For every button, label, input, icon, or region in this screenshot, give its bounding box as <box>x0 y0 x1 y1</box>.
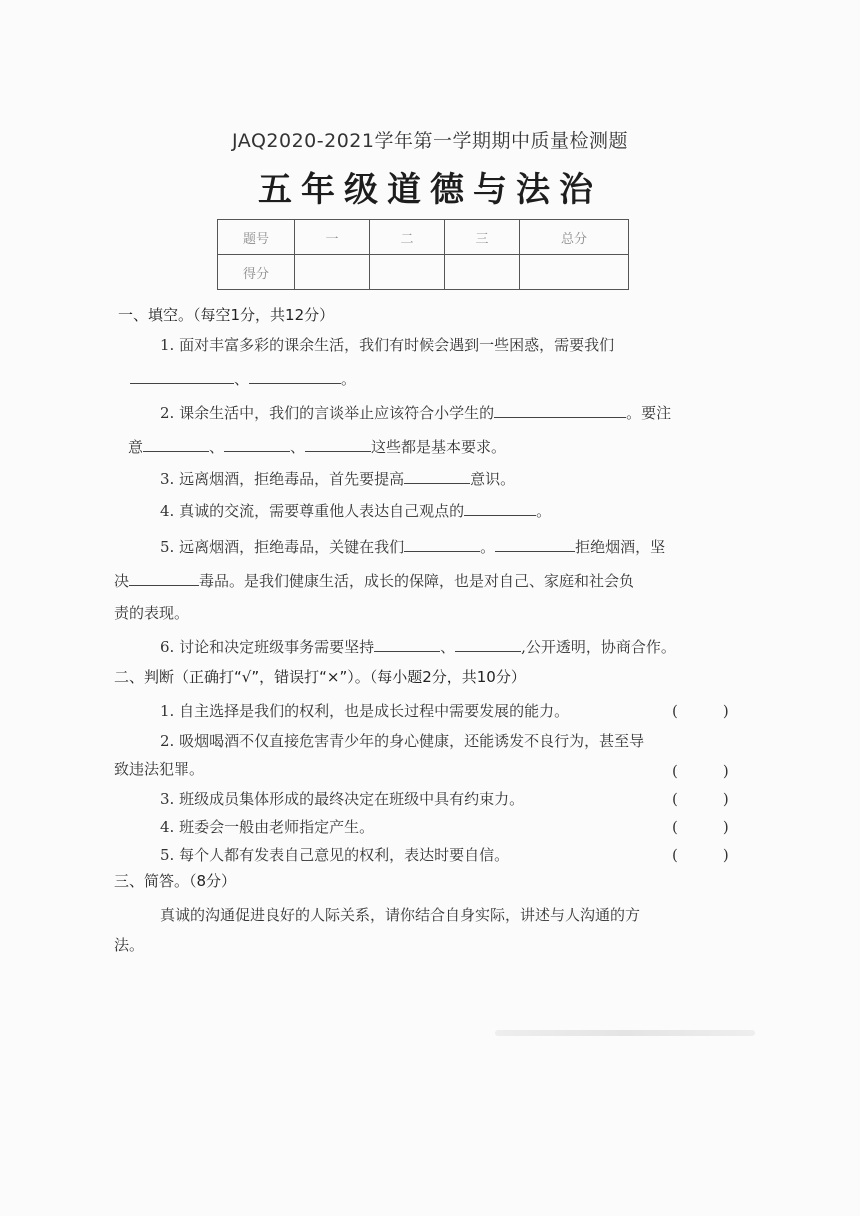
score-table-header-row <box>218 220 629 255</box>
q3-end: 意识。 <box>470 470 516 488</box>
q2b-sep1: 、 <box>209 438 225 456</box>
q5-line-a <box>160 536 665 557</box>
judge-q5: 5. 每个人都有发表自己意见的权利，表达时要自信。 <box>160 846 510 864</box>
q2b-start: 意 <box>128 438 144 456</box>
answer-blank[interactable] <box>464 501 536 516</box>
short-answer-line-b: 法。 <box>114 936 145 954</box>
judge-q3: 3. 班级成员集体形成的最终决定在班级中具有约束力。 <box>160 790 525 808</box>
answer-blank[interactable] <box>305 437 371 452</box>
answer-blank[interactable] <box>129 571 199 586</box>
q4-line <box>160 500 551 521</box>
q2-text-start: 2. 课余生活中，我们的言谈举止应该符合小学生的 <box>160 404 495 422</box>
judge-q1: 1. 自主选择是我们的权利，也是成长过程中需要发展的能力。 <box>160 702 570 720</box>
section2-heading: 二、判断（正确打“√”，错误打“×”）。（每小题2分，共10分） <box>114 668 526 686</box>
score-cell: 三 <box>445 220 520 255</box>
score-cell: 题号 <box>218 220 295 255</box>
q2-line-a <box>160 402 671 423</box>
q1-end: 。 <box>341 370 357 388</box>
q2b-end: 这些都是基本要求。 <box>371 438 507 456</box>
answer-blank[interactable] <box>455 637 521 652</box>
judge-q2-line-b: 致违法犯罪。 <box>114 760 205 778</box>
answer-blank[interactable] <box>374 637 440 652</box>
q3-line <box>160 468 515 489</box>
score-table-score-row <box>218 255 629 290</box>
answer-blank[interactable] <box>495 537 575 552</box>
q4-end: 。 <box>536 502 552 520</box>
judge-answer-paren[interactable]: ( ) <box>672 702 729 720</box>
score-input-cell[interactable] <box>445 255 520 290</box>
q6-sep: 、 <box>440 638 456 656</box>
judge-answer-paren[interactable]: ( ) <box>672 818 729 836</box>
score-cell: 得分 <box>218 255 295 290</box>
answer-blank[interactable] <box>404 469 470 484</box>
answer-blank[interactable] <box>404 537 480 552</box>
q5-start: 5. 远离烟酒，拒绝毒品，关键在我们 <box>160 538 405 556</box>
score-input-cell[interactable] <box>520 255 629 290</box>
judge-answer-paren[interactable]: ( ) <box>672 762 729 780</box>
q5-line-c: 责的表现。 <box>114 604 190 622</box>
q1-line-b <box>130 368 356 389</box>
q2b-sep2: 、 <box>290 438 306 456</box>
answer-blank[interactable] <box>130 369 234 384</box>
score-input-cell[interactable] <box>370 255 445 290</box>
q5b-end: 毒品。是我们健康生活，成长的保障，也是对自己、家庭和社会负 <box>199 572 635 590</box>
judge-q2-line-a: 2. 吸烟喝酒不仅直接危害青少年的身心健康，还能诱发不良行为，甚至导 <box>160 732 645 750</box>
q6-end: ,公开透明，协商合作。 <box>521 638 676 656</box>
judge-q4: 4. 班委会一般由老师指定产生。 <box>160 818 375 836</box>
answer-blank[interactable] <box>224 437 290 452</box>
q5-end: 拒绝烟酒，坚 <box>575 538 666 556</box>
section1-heading: 一、填空。（每空1分，共12分） <box>118 306 335 324</box>
judge-answer-paren[interactable]: ( ) <box>672 790 729 808</box>
short-answer-line-a: 真诚的沟通促进良好的人际关系，请你结合自身实际，讲述与人沟通的方 <box>160 906 641 924</box>
score-cell: 总分 <box>520 220 629 255</box>
q2-text-end: 。要注 <box>626 404 672 422</box>
q5b-start: 决 <box>114 572 130 590</box>
score-cell: 二 <box>370 220 445 255</box>
score-cell: 一 <box>295 220 370 255</box>
score-input-cell[interactable] <box>295 255 370 290</box>
score-table <box>217 219 629 290</box>
section3-heading: 三、简答。（8分） <box>114 872 237 890</box>
q1-line-a: 1. 面对丰富多彩的课余生活，我们有时候会遇到一些困惑，需要我们 <box>160 336 615 354</box>
answer-blank[interactable] <box>143 437 209 452</box>
q4-start: 4. 真诚的交流，需要尊重他人表达自己观点的 <box>160 502 465 520</box>
q2-line-b <box>128 436 506 457</box>
exam-title: 五年级道德与法治 <box>258 170 602 210</box>
q6-line <box>160 636 676 657</box>
q3-start: 3. 远离烟酒，拒绝毒品，首先要提高 <box>160 470 405 488</box>
scan-smudge <box>495 1030 755 1036</box>
exam-subtitle: JAQ2020-2021学年第一学期期中质量检测题 <box>232 130 628 152</box>
q1-sep: 、 <box>234 370 250 388</box>
q5-mid: 。 <box>480 538 496 556</box>
judge-answer-paren[interactable]: ( ) <box>672 846 729 864</box>
q6-start: 6. 讨论和决定班级事务需要坚持 <box>160 638 375 656</box>
q5-line-b <box>114 570 634 591</box>
answer-blank[interactable] <box>249 369 341 384</box>
answer-blank[interactable] <box>494 403 626 418</box>
